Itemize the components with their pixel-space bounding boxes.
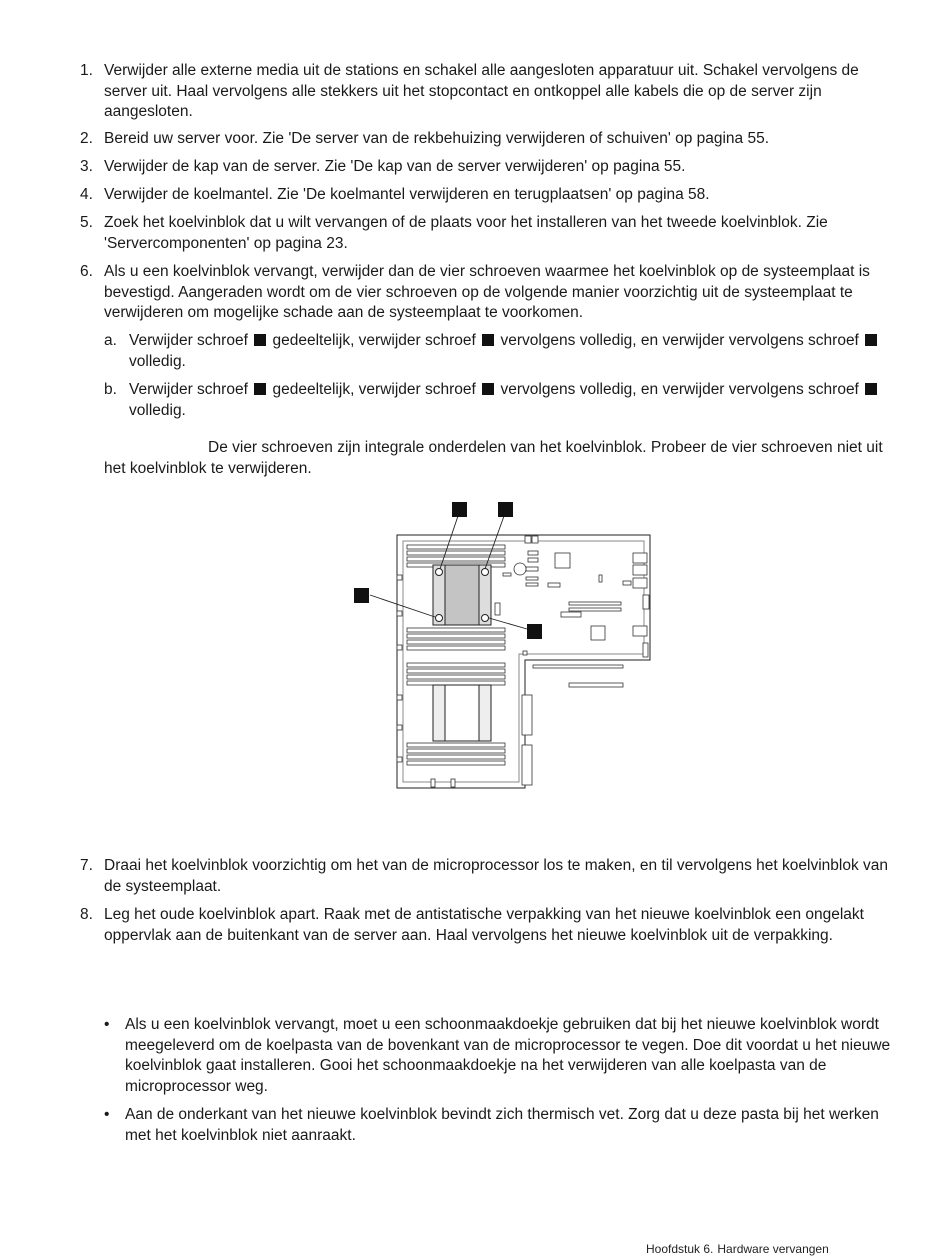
step-text: Verwijder de koelmantel. Zie 'De koelmantel verwijderen en terugplaatsen' op pagina 58. — [104, 186, 710, 203]
substep-letter: b. — [104, 381, 117, 398]
substep-text-part: gedeeltelijk, verwijder schroef — [272, 381, 476, 398]
footer-title: Hardware vervangen — [717, 1242, 829, 1256]
step-number: 1. — [80, 62, 93, 79]
system-board-figure — [345, 495, 665, 795]
step-number: 6. — [80, 263, 93, 280]
substep-text-part: vervolgens volledig, en verwijder vervolgens schroef — [500, 332, 859, 349]
substep-letter: a. — [104, 332, 117, 349]
callout-marker — [452, 502, 467, 517]
step-text: Leg het oude koelvinblok apart. Raak met de antistatische verpakking van het nieuwe koelvinblok een ongelakt oppervlak aan de buitenkant van de server aan. Haal vervolgens het nieuwe koelvinblok uit de verpakking. — [104, 906, 864, 944]
step-8 — [80, 905, 900, 946]
screw-callout-icon — [254, 383, 266, 395]
step-text: Zoek het koelvinblok dat u wilt vervangen of de plaats voor het installeren van het tweede koelvinblok. Zie 'Servercomponenten' op pagina 23. — [104, 214, 828, 252]
step-number: 8. — [80, 906, 93, 923]
attention-item — [104, 1105, 894, 1146]
callout-marker — [498, 502, 513, 517]
step-text: Als u een koelvinblok vervangt, verwijder dan de vier schroeven waarmee het koelvinblok op de systeemplaat is bevestigd. Aangeraden wordt om de vier schroeven op de volgende manier voorzichtig uit de systeemplaat te verwijderen om mogelijke schade aan de systeemplaat te voorkomen. — [104, 263, 870, 321]
callout-marker — [354, 588, 369, 603]
step-1 — [80, 61, 900, 123]
step-3 — [80, 157, 900, 178]
screw-callout-icon — [482, 334, 494, 346]
substep-text-part: vervolgens volledig, en verwijder vervolgens schroef — [500, 381, 859, 398]
step-number: 3. — [80, 158, 93, 175]
screw-callout-icon — [865, 334, 877, 346]
callout-marker — [527, 624, 542, 639]
heat-sink-screws-illustration — [345, 495, 665, 795]
note-paragraph — [104, 438, 899, 479]
footer-chapter: Hoofdstuk 6. — [646, 1242, 714, 1256]
step-number: 4. — [80, 186, 93, 203]
substep-text-part: gedeeltelijk, verwijder schroef — [272, 332, 476, 349]
step-text: Verwijder alle externe media uit de stations en schakel alle aangesloten apparatuur uit. Schakel vervolgens de server uit. Haal vervolgens alle stekkers uit het stopcontact en ontkoppel alle kabels die op de server zijn aangesloten. — [104, 62, 859, 120]
step-6 — [80, 262, 900, 324]
substep-b — [104, 380, 894, 421]
step-4 — [80, 185, 900, 206]
substep-text-part: volledig. — [129, 352, 186, 370]
step-7 — [80, 856, 900, 897]
attention-item — [104, 1015, 894, 1097]
substep-a — [104, 331, 894, 372]
bullet-mark: • — [104, 1106, 110, 1123]
substep-text — [129, 380, 894, 421]
step-number: 7. — [80, 857, 93, 874]
step-2 — [80, 129, 900, 150]
substep-text-part: Verwijder schroef — [129, 332, 248, 349]
step-5 — [80, 213, 900, 254]
step-number: 2. — [80, 130, 93, 147]
bullet-mark: • — [104, 1016, 110, 1033]
step-number: 5. — [80, 214, 93, 231]
screw-callout-icon — [482, 383, 494, 395]
bullet-text: Aan de onderkant van het nieuwe koelvinblok bevindt zich thermisch vet. Zorg dat u deze pasta bij het werken met het koelvinblok niet aanraakt. — [125, 1106, 879, 1144]
step-text: Draai het koelvinblok voorzichtig om het van de microprocessor los te maken, en til vervolgens het koelvinblok van de systeemplaat. — [104, 857, 888, 895]
step-text: Bereid uw server voor. Zie 'De server van de rekbehuizing verwijderen of schuiven' op pagina 55. — [104, 130, 770, 147]
step-text: Verwijder de kap van de server. Zie 'De kap van de server verwijderen' op pagina 55. — [104, 158, 686, 175]
bullet-text: Als u een koelvinblok vervangt, moet u een schoonmaakdoekje gebruiken dat bij het nieuwe koelvinblok wordt meegeleverd om de koelpasta van de bovenkant van de microprocessor te vegen. Doe dit voordat u het nieuwe koelvinblok gaat installeren. Gooi het schoonmaakdoekje na het verwijderen van alle koelpasta van de microprocessor weg. — [125, 1016, 891, 1095]
screw-callout-icon — [865, 383, 877, 395]
substep-text-part: Verwijder schroef — [129, 381, 248, 398]
screw-callout-icon — [254, 334, 266, 346]
substep-text — [129, 331, 894, 372]
substep-text-part: volledig. — [129, 401, 186, 419]
note-text: De vier schroeven zijn integrale onderdelen van het koelvinblok. Probeer de vier schroeven niet uit het koelvinblok te verwijderen. — [104, 439, 883, 477]
page-footer — [646, 1242, 829, 1256]
